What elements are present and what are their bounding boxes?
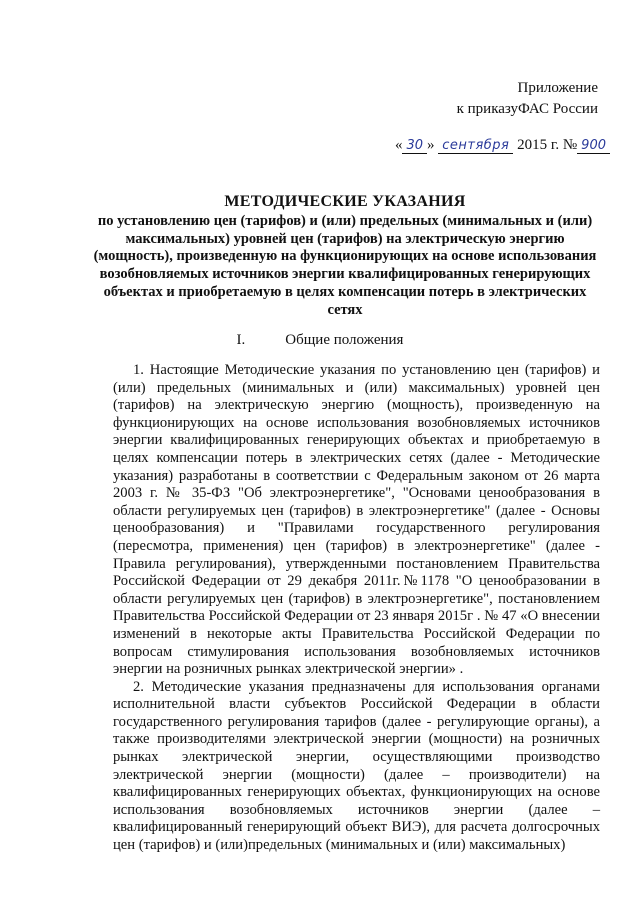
date-open-quote: « [394,137,403,153]
document-title-main: МЕТОДИЧЕСКИЕ УКАЗАНИЯ [224,193,466,210]
appendix-block [457,78,598,120]
order-number-handwritten: 900 [577,138,610,154]
paragraph-1: 1. Настоящие Методические указания по установлению цен (тарифов) и (или) предельных (минимальных и (или) максимальных) уровней цен (тарифов) на электрическую энергию (мощность), произведенную на функционирующих на основе использования возобновляемых источников энергии квалифицированных генерирующих объектах и приобретаемую в целях компенсации потерь в электрических сетях (далее - Методические указания) разработаны в соответствии с Федеральным законом от 26 марта 2003 г. № 35-ФЗ "Об электроэнергетике", "Основами ценообразования в области регулируемых цен (тарифов) в электроэнергетике" (далее - Основы ценообразования) и "Правилами государственного регулирования (пересмотра, применения) цен (тарифов) в электроэнергетике" (далее - Правила регулирования), утвержденными постановлением Правительства Российской Федерации от 29 декабря 2011г.№1178 "О ценообразовании в области регулируемых цен (тарифов) в электроэнергетике", постановлением Правительства Российской Федерации от 23 января 2015г . № 47 «О внесении изменений в некоторые акты Правительства Российской Федерации по вопросам стимулирования использования возобновляемых источников энергии на розничных рынках электрической энергии» . [113,362,600,678]
date-day-handwritten: 30 [402,138,427,154]
order-date-line [395,135,610,156]
section-title: Общие положения [285,332,404,348]
date-year-label: 2015 г. № [517,137,578,153]
section-heading [0,330,640,350]
appendix-order-reference: к приказуФАС России [456,101,598,117]
appendix-label: Приложение [517,80,598,96]
paragraph-2: 2. Методические указания предназначены для использования органами исполнительной власти субъектов Российской Федерации в области государственного регулирования тарифов (далее - регулирующие органы), а также производителями электрической энергии (мощности) на розничных рынках электрической энергии, осуществляющими производство электрической энергии (мощности) (далее – производители) на квалифицированных генерирующих объектах, функционирующих на основе использования возобновляемых источников энергии (далее – квалифицированный генерирующий объект ВИЭ), для расчета долгосрочных цен (тарифов) и (или)предельных (минимальных и (или) максимальных) [113,678,600,854]
date-close-quote: » [427,137,435,153]
document-title-subtitle: по установлению цен (тарифов) и (или) предельных (минимальных и (или) максимальных) уровней цен (тарифов) на электрическую энергию (мощность), произведенную на функционирующих на основе использования возобновляемых источников энергии квалифицированных генерирующих объектах и приобретаемую в целях компенсации потерь в электрических сетях [93,212,597,318]
document-body [113,362,600,855]
date-month-handwritten: сентября [438,138,513,154]
section-number: I. [236,332,246,348]
document-title [90,193,600,320]
